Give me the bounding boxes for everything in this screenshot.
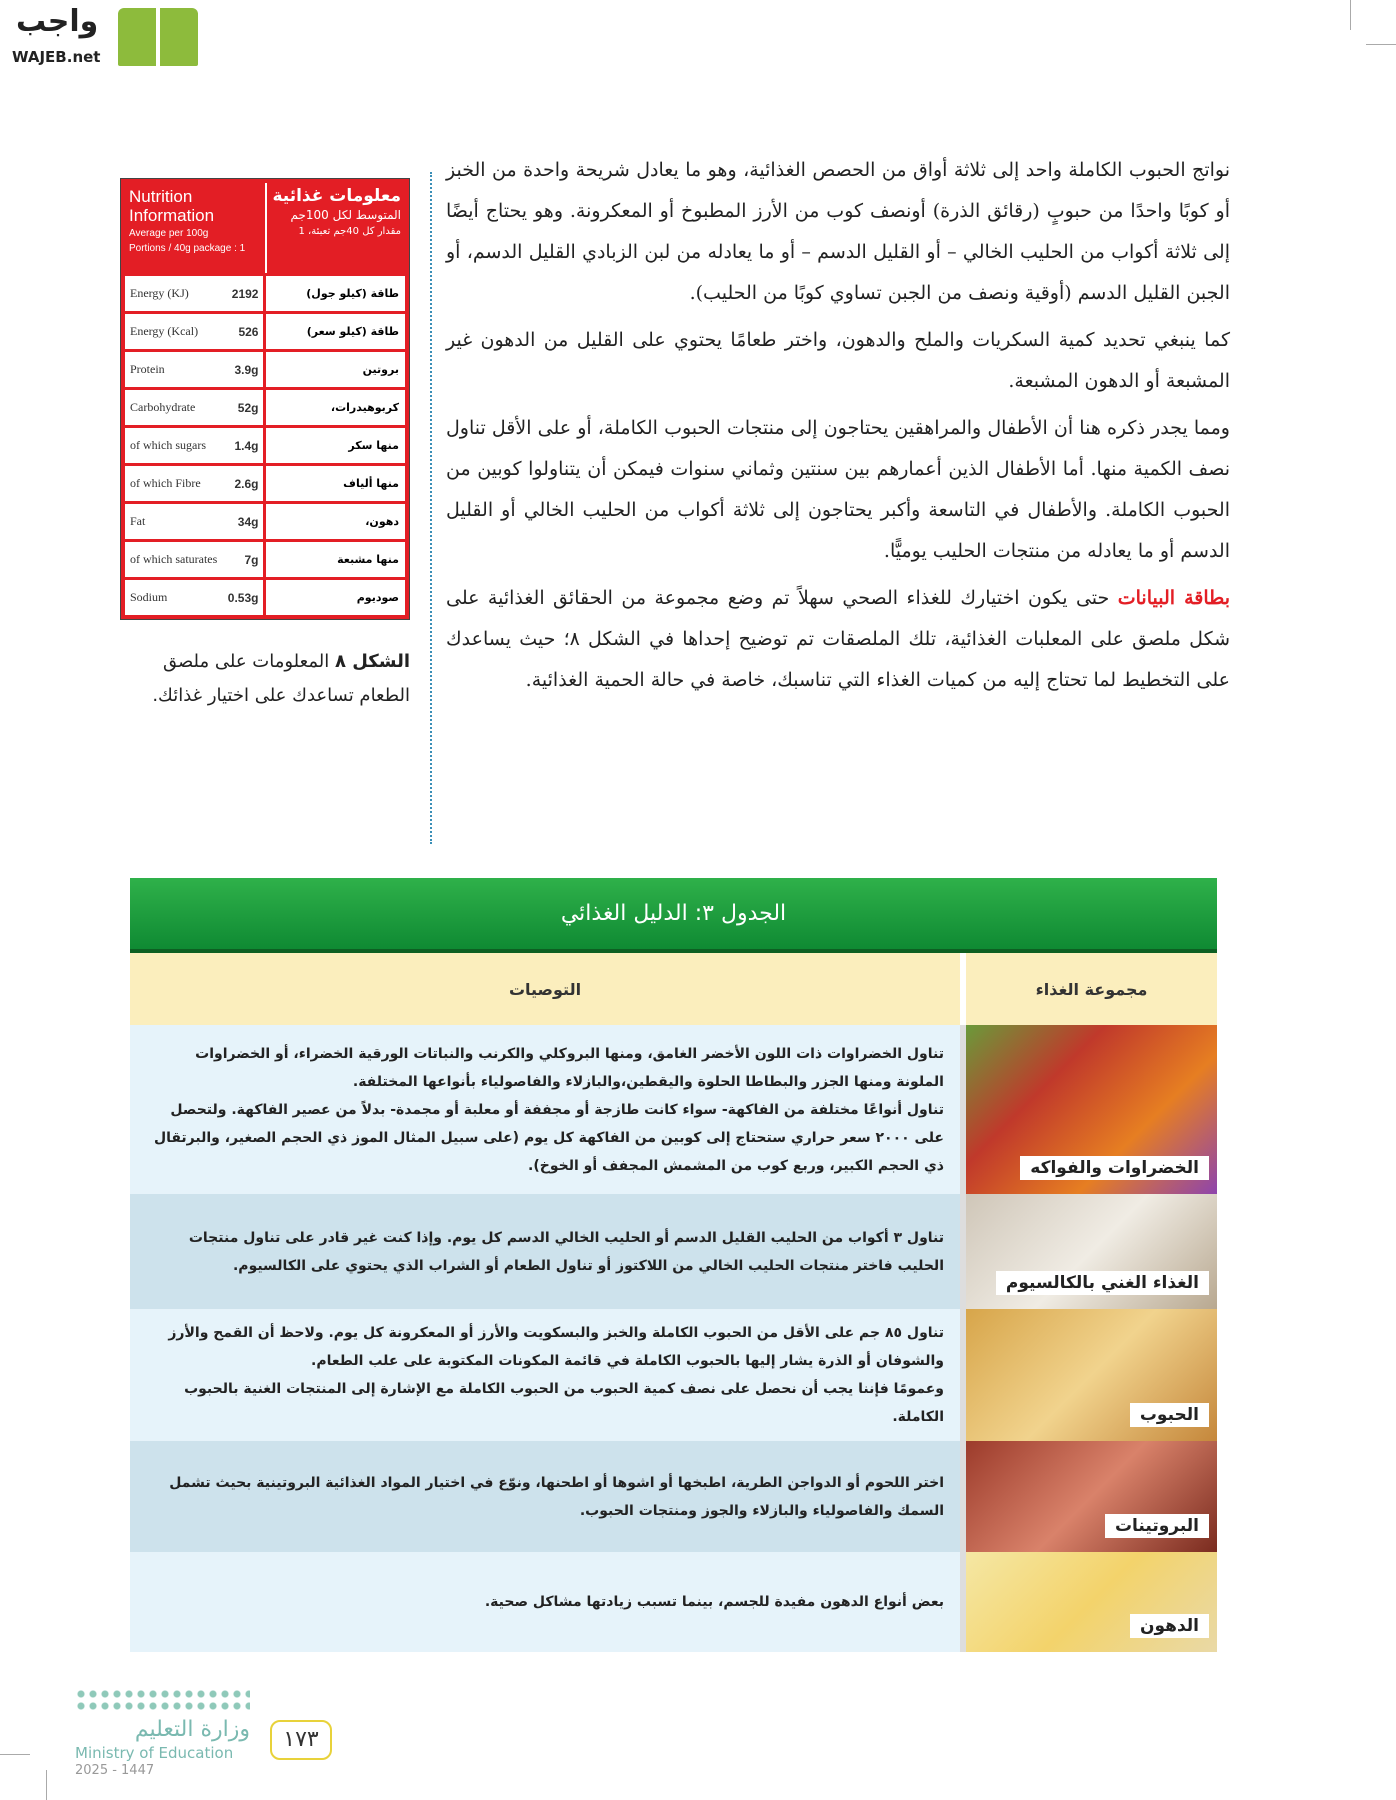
recommendation-text: بعض أنواع الدهون مفيدة للجسم، بينما تسبب زيادتها مشاكل صحية. <box>484 1594 944 1610</box>
figure-caption-text: المعلومات على ملصق الطعام تساعدك على اختيار غذائك. <box>152 651 410 706</box>
nutrient-value: 34g <box>237 514 259 529</box>
food-group-label: الخضراوات والفواكه <box>1020 1156 1209 1180</box>
nutrient-value: 2192 <box>231 286 259 301</box>
nutrient-value: 52g <box>237 400 259 415</box>
recommendation-text: وعمومًا فإننا يجب أن نحصل على نصف كمية الحبوب من الحبوب الكاملة مع الإشارة إلى المنتجات الغنية بالحبوب الكاملة. <box>184 1381 944 1425</box>
nutrition-row <box>125 276 405 311</box>
table-row <box>130 1309 1217 1441</box>
nutrient-value: 1.4g <box>234 438 259 453</box>
crop-mark <box>0 1754 30 1755</box>
column-header-group: مجموعة الغذاء <box>960 953 1217 1025</box>
nutrient-name-ar: صوديوم <box>356 591 399 604</box>
food-group-image <box>960 1552 1217 1652</box>
nutrient-name-en: of which Fibre <box>130 476 201 490</box>
recommendation-text: تناول الخضراوات ذات اللون الأخضر الغامق، ومنها البروكلي والكرنب والنباتات الورقية الخضراء، أو الخضراوات الملونة ومنها الجزر والبطاطا الحلوة واليقطين،والبازلاء والفاصولياء بأنواعها المختلفة. <box>195 1045 944 1090</box>
nutrition-row <box>125 542 405 577</box>
nutrition-title-ar: معلومات غذائية <box>272 186 401 206</box>
ministry-dots-emblem <box>75 1688 250 1712</box>
food-group-image <box>960 1309 1217 1441</box>
nutrient-name-en: Sodium <box>130 590 168 604</box>
nutrient-name-ar: طاقة (كيلو جول) <box>306 287 399 300</box>
table-row <box>130 1441 1217 1552</box>
recommendation-cell <box>130 1552 960 1652</box>
highlight-term: بطاقة البيانات <box>1117 587 1230 609</box>
nutrient-value: 0.53g <box>227 590 259 605</box>
table-row <box>130 1552 1217 1652</box>
nutrient-name-ar: منها مشبعة <box>337 553 399 566</box>
nutrient-name-en: Protein <box>130 362 165 376</box>
food-group-label: الحبوب <box>1130 1403 1209 1427</box>
nutrition-row <box>125 428 405 463</box>
nutrient-name-en: Energy (KJ) <box>130 286 189 300</box>
body-text <box>446 150 1230 707</box>
nutrient-name-en: Energy (Kcal) <box>130 324 199 338</box>
nutrition-label <box>120 178 410 620</box>
nutrition-row <box>125 314 405 349</box>
recommendation-cell <box>130 1309 960 1441</box>
nutrient-name-ar: منها سكر <box>348 439 399 452</box>
nutrient-name-ar: طاقة (كيلو سعر) <box>306 325 399 338</box>
wajeb-logo <box>10 4 190 70</box>
nutrient-name-en: of which saturates <box>130 552 218 566</box>
recommendation-cell <box>130 1441 960 1552</box>
paragraph: ومما يجدر ذكره هنا أن الأطفال والمراهقين يحتاجون إلى منتجات الحبوب الكاملة، أو على الأقل تناول نصف الكمية منها. أما الأطفال الذين أعمارهم بين سنتين وثماني سنوات فيمكن أن يتناولوا كوبين من الحبوب الكاملة. والأطفال في التاسعة وأكبر يحتاجون إلى ثلاثة أكواب من الحليب الخالي أو القليل الدسم أو ما يعادله من منتجات الحليب يوميًّا. <box>446 417 1230 562</box>
nutrient-name-en: Fat <box>130 514 146 528</box>
nutrition-row <box>125 390 405 425</box>
nutrition-row <box>125 466 405 501</box>
logo-text-en: WAJEB.net <box>12 48 101 66</box>
recommendation-text: تناول ٨٥ جم على الأقل من الحبوب الكاملة والخبز والبسكويت والأرز أو المعكرونة كل يوم. ولاحظ أن القمح والأرز والشوفان أو الذرة يشار إليها بالحبوب الكاملة في قائمة المكونات المكتوبة على علب الطعام. <box>168 1325 944 1369</box>
recommendation-cell <box>130 1194 960 1309</box>
nutrition-row <box>125 504 405 539</box>
food-group-label: البروتينات <box>1105 1514 1209 1538</box>
recommendation-text: تناول ٣ أكواب من الحليب القليل الدسم أو الحليب الخالي الدسم كل يوم. وإذا كنت غير قادر على تناول منتجات الحليب فاختر منتجات الحليب الخالي من اللاكتوز أو تناول الطعام أو الشراب الذي يحتوي على الكالسيوم. <box>188 1229 944 1274</box>
nutrient-name-en: of which sugars <box>130 438 206 452</box>
paragraph: نواتج الحبوب الكاملة واحد إلى ثلاثة أواق من الحصص الغذائية، وهو ما يعادل شريحة واحدة من الخبز أو كوبًا واحدًا من حبوبٍ (رقائق الذرة) أونصف كوب من الأرز المطبوخ أو المعكرونة. وهو يحتاج أيضًا إلى ثلاثة أكواب من الحليب الخالي – أو القليل الدسم – أو ما يعادله من لبن الزبادي القليل الدسم، أو الجبن القليل الدسم (أوقية ونصف من الجبن تساوي كوبًا من الحليب). <box>446 159 1230 304</box>
food-group-label: الدهون <box>1130 1614 1209 1638</box>
crop-mark <box>1350 0 1351 30</box>
figure-caption <box>120 645 410 713</box>
nutrient-name-ar: بروتين <box>362 363 399 376</box>
paragraph: كما ينبغي تحديد كمية السكريات والملح والدهون، واختر طعامًا يحتوي على القليل من الدهون غير المشبعة أو الدهون المشبعة. <box>446 329 1230 392</box>
recommendation-cell <box>130 1025 960 1194</box>
nutrient-name-ar: دهون، <box>365 515 399 528</box>
crop-mark <box>46 1770 47 1800</box>
nutrition-title-en: Nutrition Information <box>129 187 215 225</box>
paragraph <box>446 578 1230 701</box>
crop-mark <box>1366 44 1396 45</box>
table-row <box>130 1025 1217 1194</box>
nutrition-row <box>125 580 405 615</box>
nutrient-value: 526 <box>238 324 259 339</box>
ministry-logo <box>75 1688 250 1779</box>
column-header-recommendations: التوصيات <box>508 979 582 999</box>
year: 2025 - 1447 <box>75 1763 155 1778</box>
nutrition-portions-ar: مقدار كل 40جم تعبئة، 1 <box>298 226 401 237</box>
food-group-image <box>960 1194 1217 1309</box>
nutrition-row <box>125 352 405 387</box>
nutrition-average-en: Average per 100g <box>129 228 209 239</box>
food-guide-table <box>130 878 1217 1652</box>
food-group-image <box>960 1441 1217 1552</box>
nutrition-average-ar: المتوسط لكل 100جم <box>290 208 401 222</box>
nutrient-name-ar: كربوهيدرات، <box>330 401 399 414</box>
figure-label: الشكل ٨ <box>334 651 410 672</box>
nutrient-value: 3.9g <box>234 362 259 377</box>
food-group-label: الغذاء الغني بالكالسيوم <box>996 1271 1209 1295</box>
paragraph-text: حتى يكون اختيارك للغذاء الصحي سهلاً تم وضع مجموعة من الحقائق الغذائية على شكل ملصق على المعلبات الغذائية، تلك الملصقات تم توضيح إحداها في الشكل ٨؛ حيث يساعدك على التخطيط لما تحتاج إليه من كميات الغذاء التي تناسبك، خاصة في حالة الحمية الغذائية. <box>446 587 1230 691</box>
recommendation-text: تناول أنواعًا مختلفة من الفاكهة- سواء كانت طازجة أو مجففة أو معلبة أو مجمدة- بدلاً من عصير الفاكهة. ولتحصل على ٢٠٠٠ سعر حراري ستحتاج إلى كوبين من الفاكهة كل يوم (على سبيل المثال الموز ذي الحجم الصغير، والبرتقال ذي الحجم الكبير، وربع كوب من المشمش المجفف أو الخوخ). <box>153 1101 944 1174</box>
logo-text-ar: واجب <box>16 4 99 39</box>
table-row <box>130 1194 1217 1309</box>
food-group-image <box>960 1025 1217 1194</box>
book-icon <box>118 8 198 66</box>
table-title: الجدول ٣: الدليل الغذائي <box>130 878 1217 953</box>
ministry-name-ar: وزارة التعليم <box>134 1717 250 1742</box>
nutrient-value: 2.6g <box>234 476 259 491</box>
column-divider <box>430 172 432 844</box>
recommendation-text: اختر اللحوم أو الدواجن الطرية، اطبخها أو اشوها أو اطحنها، ونوّع في اختيار المواد الغذائية البروتينية بحيث تشمل السمك والفاصولياء والبازلاء والجوز ومنتجات الحبوب. <box>169 1474 944 1519</box>
ministry-name-en: Ministry of Education <box>75 1744 234 1762</box>
nutrient-value: 7g <box>244 552 259 567</box>
nutrient-name-en: Carbohydrate <box>130 400 196 414</box>
nutrient-name-ar: منها ألياف <box>343 477 399 490</box>
page-number: ١٧٣ <box>270 1720 332 1760</box>
nutrition-portions-en: Portions / 40g package : 1 <box>129 243 246 254</box>
